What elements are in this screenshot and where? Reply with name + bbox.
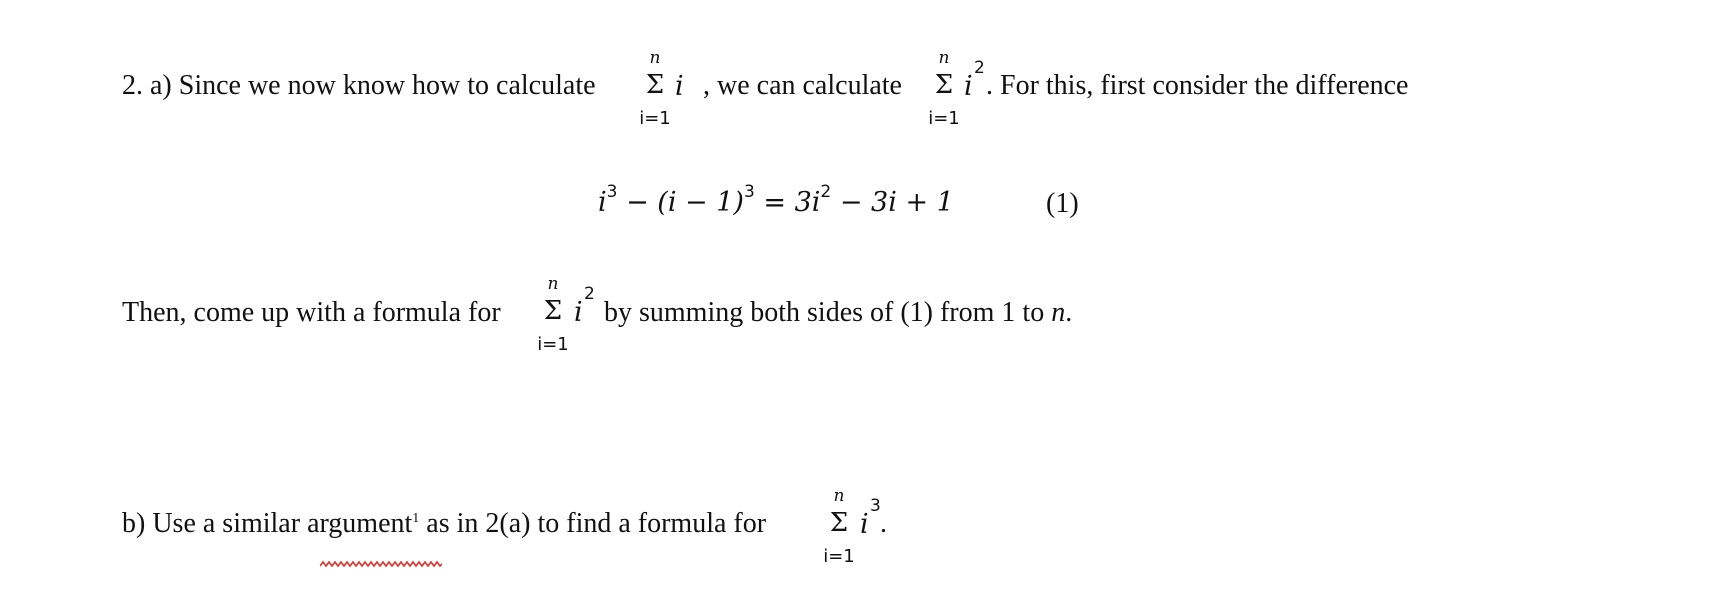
part-a-line-2-suffix: by summing both sides of (1) from 1 to <box>604 297 1045 328</box>
summation-1-lower: i=1 <box>639 108 671 129</box>
summation-1-sigma: Σ <box>645 70 665 100</box>
summation-2-lower: i=1 <box>928 108 960 129</box>
summation-4-upper: n <box>833 486 845 506</box>
part-a-line-1 <box>122 70 596 102</box>
spellcheck-underline[interactable] <box>320 560 442 568</box>
part-a-line-2-prefix: Then, come up with a formula for <box>122 297 501 328</box>
summation-4-lower: i=1 <box>823 546 855 567</box>
summation-4-exponent: 3 <box>870 496 881 516</box>
equation-1 <box>598 182 954 218</box>
part-a-line-2 <box>122 297 501 329</box>
part-b-end: . <box>880 508 887 539</box>
summation-3 <box>531 274 575 354</box>
summation-1 <box>633 48 677 128</box>
summation-3-lower: i=1 <box>537 334 569 355</box>
part-a-line-2-period: . <box>1065 297 1073 328</box>
eq-rhs-rest: − 3i + 1 <box>839 187 954 218</box>
eq-paren-exponent: 3 <box>743 182 755 202</box>
part-a-line-2-n: n <box>1051 297 1066 328</box>
eq-lhs-term: i <box>598 187 607 218</box>
part-b-middle: as in 2(a) to find a formula for <box>426 508 767 539</box>
summation-2-variable: i <box>964 71 973 102</box>
summation-4 <box>817 486 861 566</box>
part-a-line-2-rest <box>604 297 1072 329</box>
summation-3-sigma: Σ <box>543 296 563 326</box>
part-a-mid-text: , we can calculate <box>703 70 902 101</box>
eq-equals: = <box>763 187 786 218</box>
summation-2-upper: n <box>938 48 950 68</box>
part-b-line <box>122 508 766 540</box>
eq-rhs-term: 3i <box>794 187 821 218</box>
part-a-end-text: . For this, first consider the difference <box>986 70 1409 101</box>
summation-4-variable: i <box>860 509 869 540</box>
part-a-line-1-end <box>986 70 1408 102</box>
equation-label: (1) <box>1046 188 1079 219</box>
summation-2 <box>922 48 966 128</box>
summation-2-sigma: Σ <box>934 70 954 100</box>
eq-lhs-exponent: 3 <box>606 182 618 202</box>
summation-2-exponent: 2 <box>974 58 985 78</box>
summation-3-exponent: 2 <box>584 284 595 304</box>
summation-1-variable: i <box>675 71 684 102</box>
part-b-prefix: b) Use a similar <box>122 508 301 539</box>
footnote-mark[interactable]: 1 <box>412 511 420 526</box>
part-a-line-1-mid <box>703 70 902 102</box>
spellcheck-underline-path <box>320 562 442 566</box>
part-a-intro-text: 2. a) Since we now know how to calculate <box>122 70 596 101</box>
eq-minus: − <box>626 187 649 218</box>
summation-3-upper: n <box>547 274 559 294</box>
eq-rhs-exponent: 2 <box>820 182 832 202</box>
part-b-underlined-word: argument <box>307 508 413 539</box>
eq-paren-term: (i − 1) <box>657 187 744 218</box>
summation-3-variable: i <box>574 297 583 328</box>
summation-1-upper: n <box>649 48 661 68</box>
summation-4-sigma: Σ <box>829 508 849 538</box>
